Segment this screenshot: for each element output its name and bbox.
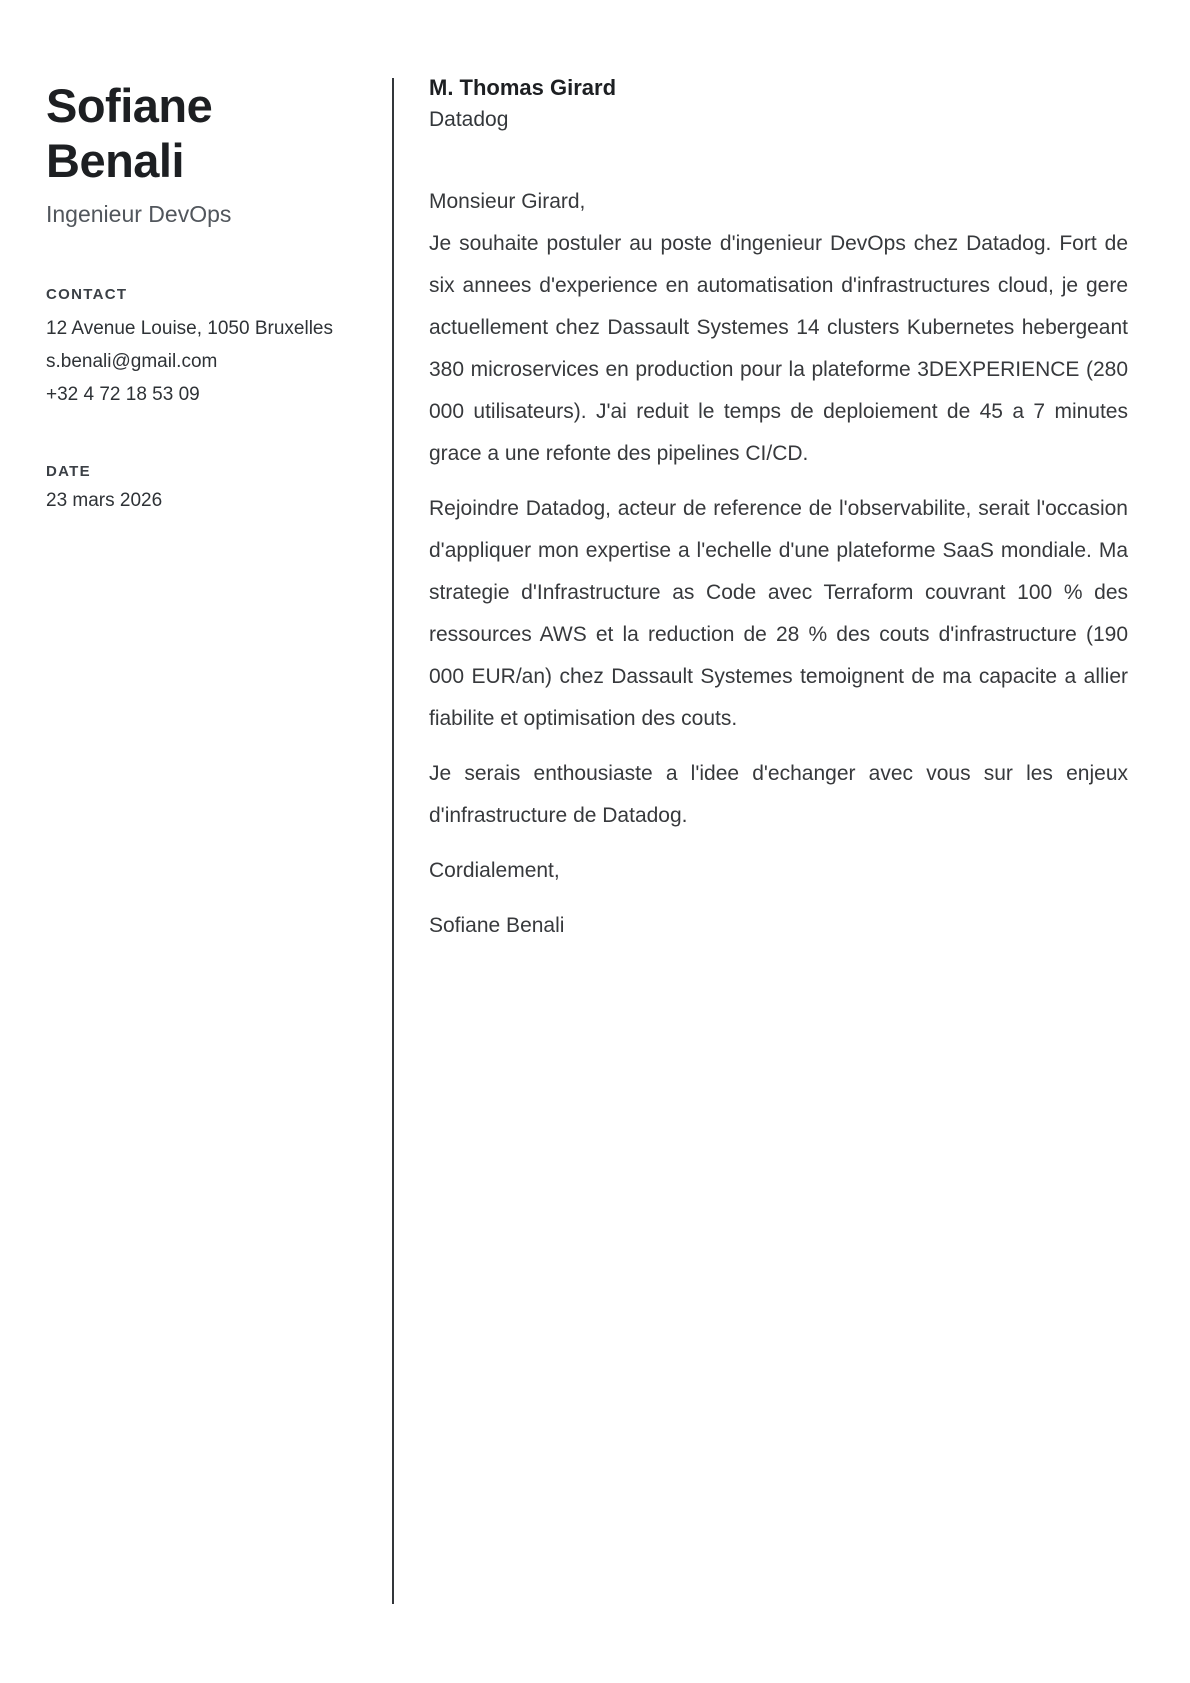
sidebar [46,78,351,513]
date-section-label: DATE [46,463,91,480]
closing: Cordialement, [429,859,560,882]
recipient-company: Datadog [429,108,509,131]
letter-paragraph-3: Je serais enthousiaste a l'idee d'echanger avec vous sur les enjeux d'infrastructure de Datadog. [429,762,1128,827]
contact-section-label: CONTACT [46,286,128,303]
candidate-name: Sofiane Benali [46,79,213,187]
signature: Sofiane Benali [429,914,565,937]
contact-address: 12 Avenue Louise, 1050 Bruxelles [46,318,333,339]
vertical-divider [392,78,394,1604]
letter-paragraph-2: Rejoindre Datadog, acteur de reference de l'observabilite, serait l'occasion d'appliquer mon expertise a l'echelle d'une plateforme SaaS mondiale. Ma strategie d'Infrastructure as Code avec Terraform couvrant 100 % des ressources AWS et la reduction de 28 % des couts d'infrastructure (190 000 EUR/an) chez Dassault Systemes temoignent de ma capacite a allier fiabilite et optimisation des couts. [429,497,1128,730]
contact-list [46,312,351,411]
letter-body [429,223,1128,837]
contact-email: s.benali@gmail.com [46,351,218,372]
letter-content [429,74,1128,960]
salutation: Monsieur Girard, [429,190,586,213]
letter-date: 23 mars 2026 [46,490,163,511]
contact-phone: +32 4 72 18 53 09 [46,384,200,405]
letter-paragraph-1: Je souhaite postuler au poste d'ingenieur DevOps chez Datadog. Fort de six annees d'experience en automatisation d'infrastructures cloud, je gere actuellement chez Dassault Systemes 14 clusters Kubernetes hebergeant 380 microservices en production pour la plateforme 3DEXPERIENCE (280 000 utilisateurs). J'ai reduit le temps de deploiement de 45 a 7 minutes grace a une refonte des pipelines CI/CD. [429,232,1128,465]
recipient-name: M. Thomas Girard [429,75,617,100]
candidate-job-title: Ingenieur DevOps [46,201,232,227]
